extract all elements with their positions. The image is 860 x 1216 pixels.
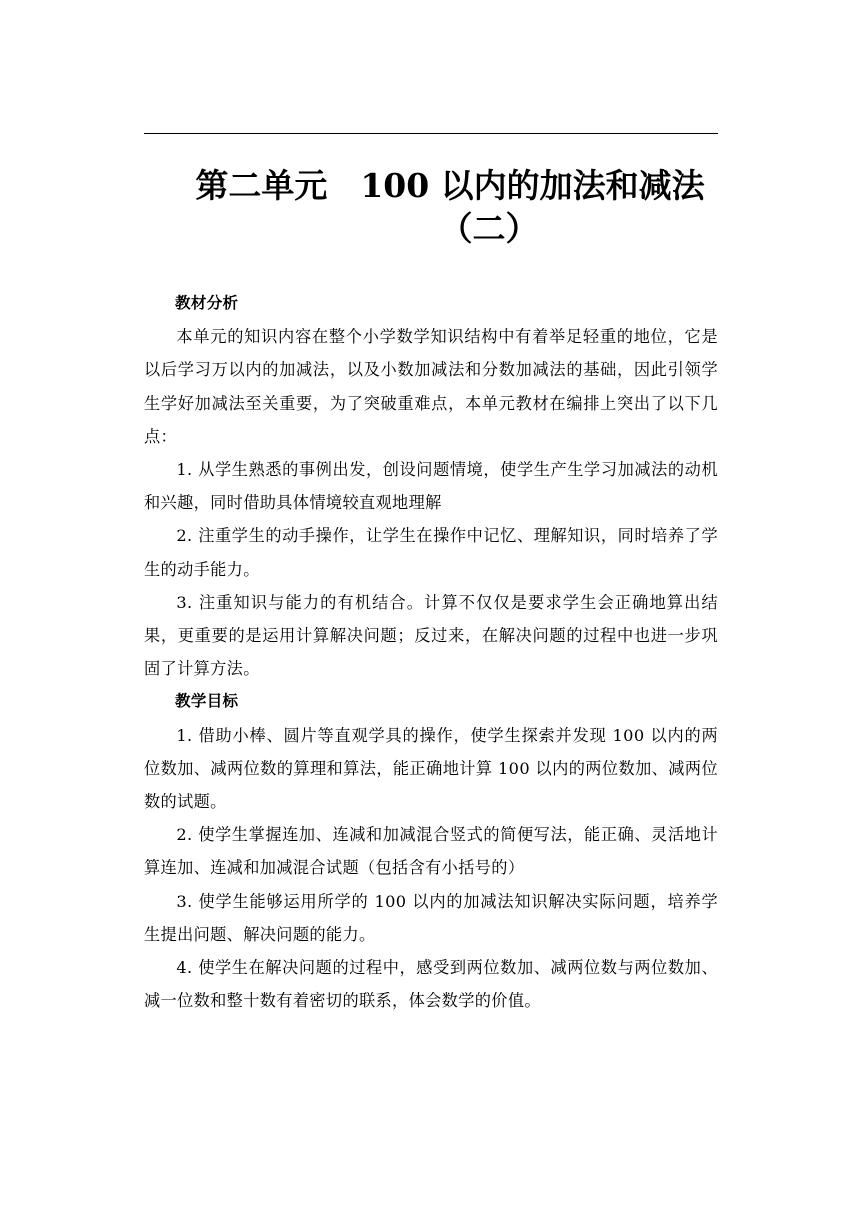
list-item-analysis-1: 1. 从学生熟悉的事例出发，创设问题情境，使学生产生学习加减法的动机和兴趣，同时借助具体情境较直观地理解 xyxy=(144,460,718,513)
title-line-2: （二） xyxy=(439,209,539,248)
list-item-goal-1: 1. 借助小棒、圆片等直观学具的操作，使学生探索并发现 100 以内的两位数加、减两位数的算理和算法，能正确地计算 100 以内的两位数加、减两位数的试题。 xyxy=(144,725,718,812)
list-item-analysis-2: 2. 注重学生的动手操作，让学生在操作中记忆、理解知识，同时培养了学生的动手能力。 xyxy=(144,526,718,579)
document-body xyxy=(144,287,718,1017)
title-line-1: 第二单元 100 以内的加法和减法 xyxy=(195,166,705,205)
list-item-analysis-3: 3. 注重知识与能力的有机结合。计算不仅仅是要求学生会正确地算出结果，更重要的是运用计算解决问题；反过来，在解决问题的过程中也进一步巩固了计算方法。 xyxy=(144,592,718,679)
header-rule xyxy=(144,133,718,134)
section-heading-textbook-analysis: 教材分析 xyxy=(175,294,239,312)
list-item-goal-4: 4. 使学生在解决问题的过程中，感受到两位数加、减两位数与两位数加、减一位数和整十数有着密切的联系，体会数学的价值。 xyxy=(144,958,718,1011)
list-item-goal-3: 3. 使学生能够运用所学的 100 以内的加减法知识解决实际问题，培养学生提出问题、解决问题的能力。 xyxy=(144,891,718,944)
list-item-goal-2: 2. 使学生掌握连加、连减和加减混合竖式的简便写法，能正确、灵活地计算连加、连减和加减混合试题（包括含有小括号的） xyxy=(144,825,718,878)
section-heading-teaching-goals: 教学目标 xyxy=(175,692,239,711)
paragraph-intro: 本单元的知识内容在整个小学数学知识结构中有着举足轻重的地位，它是以后学习万以内的加减法，以及小数加减法和分数加减法的基础，因此引领学生学好加减法至关重要，为了突破重难点，本单元教材在编排上突出了以下几点： xyxy=(144,327,718,446)
